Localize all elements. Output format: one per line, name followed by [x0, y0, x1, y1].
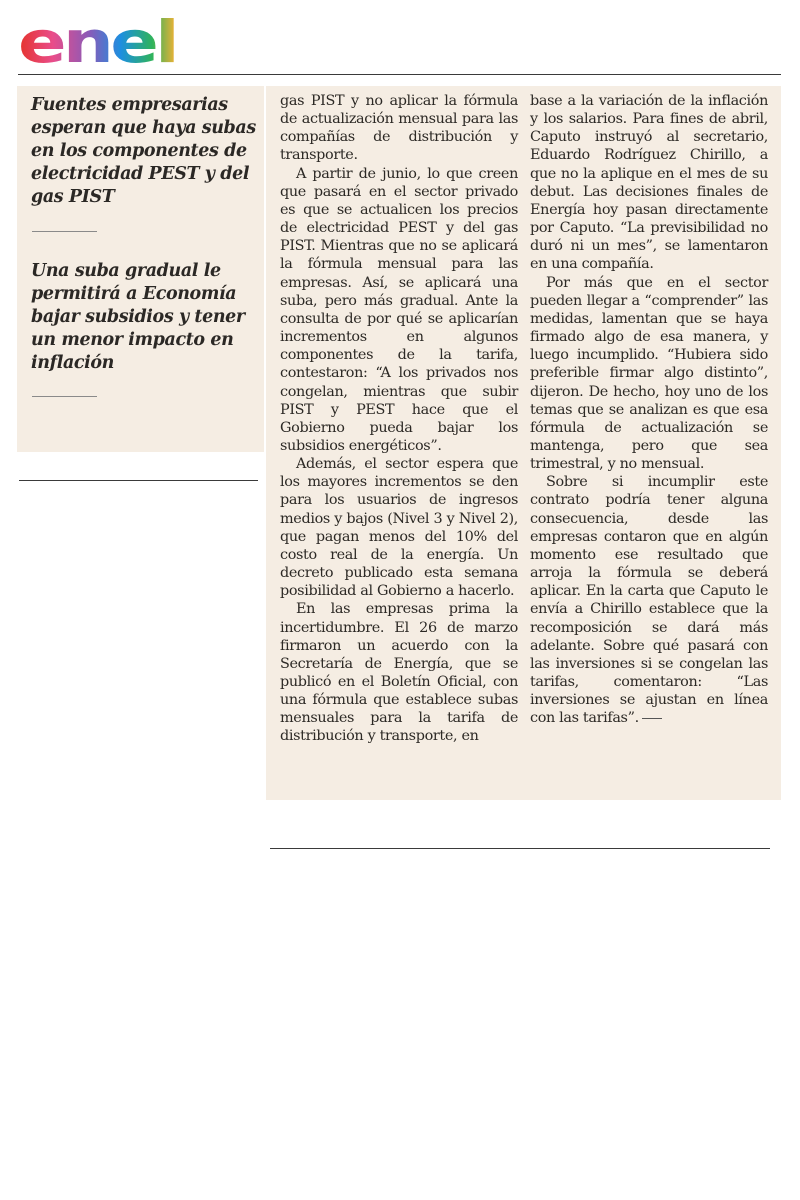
enel-logo	[18, 8, 178, 68]
paragraph: En las empresas prima la incertidumbre. El 26 de marzo firmaron un acuerdo con la Secretaría de Energía, que se publicó en el Boletín Oficial, con una fórmula que establece subas mensuales para la tarifa de distribución y transporte, en	[280, 601, 518, 745]
paragraph: Además, el sector espera que los mayores incrementos se den para los usuarios de ingresos medios y bajos (Nivel 3 y Nivel 2), que pagan menos del 10% del costo real de la energía. Un decreto publicado esta semana posibilidad al Gobierno a hacerlo.	[280, 456, 518, 600]
paragraph-text: Sobre si incumplir este contrato podría tener alguna consecuencia, desde las empresas contaron que en algún momento ese resultado que arroja la fórmula se deberá aplicar. En la carta que Caputo le envía a Chirillo establece que la recomposición se dará más adelante. Sobre qué pasará con las inversiones si se congelan las tarifas, comentaron: “Las inversiones se ajustan en línea con las tarifas”.	[530, 474, 768, 727]
paragraph: base a la variación de la inflación y los salarios. Para fines de abril, Caputo instruyó al secretario, Eduardo Rodríguez Chirillo, a que no la aplique en el mes de su debut. Las decisiones finales de Energía hoy pasan directamente por Caputo. “La previsibilidad no duró ni un mes”, se lamentaron en una compañía.	[530, 93, 768, 273]
article-column-1	[280, 92, 518, 746]
paragraph-final	[530, 473, 768, 727]
article-bottom-rule	[270, 848, 770, 849]
sidebar-rule	[19, 480, 258, 481]
header-rule	[18, 74, 781, 75]
headline-divider	[32, 231, 97, 232]
end-mark	[642, 718, 662, 719]
headline-2: Una suba gradual le permitirá a Economía bajar subsidios y tener un menor impacto en inflación	[31, 261, 245, 373]
article-column-2	[530, 92, 768, 727]
headline-box	[17, 86, 264, 452]
headline-divider	[32, 396, 97, 397]
paragraph: Por más que en el sector pueden llegar a “comprender” las medidas, lamentan que se haya firmado algo de esa manera, y luego incumplido. “Hubiera sido preferible firmar algo distinto”, dijeron. De hecho, hoy uno de los temas que se analizan es que esa fórmula de actualización se mantenga, pero que sea trimestral, y no mensual.	[530, 274, 768, 473]
article-body	[266, 86, 781, 800]
logo-text: enel	[18, 8, 176, 68]
paragraph: A partir de junio, lo que creen que pasará en el sector privado es que se actualicen los precios de electricidad PEST y del gas PIST. Mientras que no se aplicará la fórmula mensual para las empresas. Así, se aplicará una suba, pero más gradual. Ante la consulta de por qué se aplicarían incrementos en algunos componentes de la tarifa, contestaron: “A los privados nos congelan, mientras que subir PIST y PEST hace que el Gobierno pueda bajar los subsidios energéticos”.	[280, 165, 518, 454]
headline-1: Fuentes empresarias esperan que haya subas en los componentes de electricidad PEST y del gas PIST	[31, 95, 256, 207]
paragraph: gas PIST y no aplicar la fórmula de actualización mensual para las compañías de distribución y transporte.	[280, 93, 518, 164]
